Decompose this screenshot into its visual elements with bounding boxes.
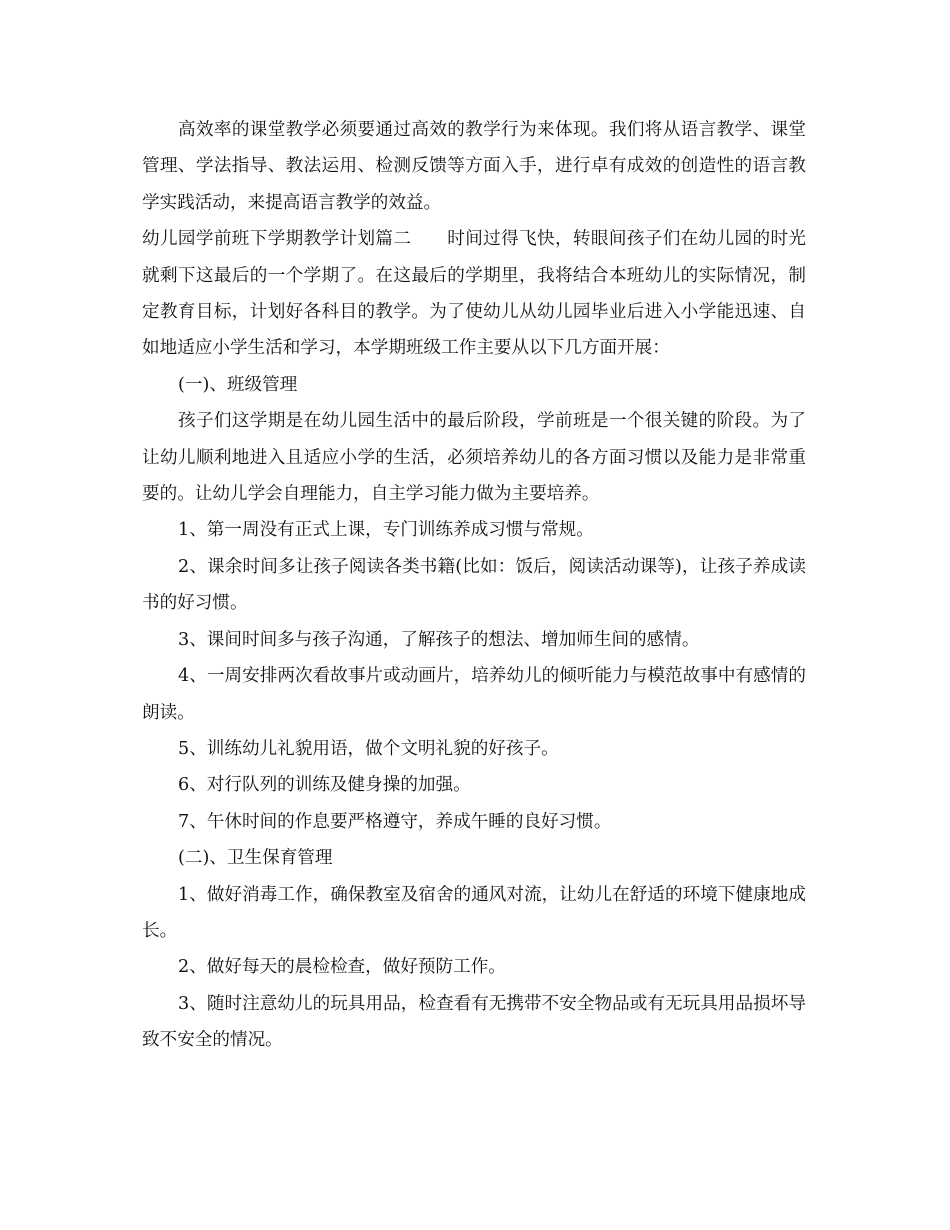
list-item: 3、课间时间多与孩子沟通，了解孩子的想法、增加师生间的感情。: [178, 629, 700, 650]
list-item: 3、随时注意幼儿的玩具用品，检查看有无携带不安全物品或有无玩具用品损坏导致不安全的情况。: [142, 993, 806, 1051]
list-item: 6、对行队列的训练及健身操的加强。: [178, 775, 471, 796]
list-item: 5、训练幼儿礼貌用语，做个文明礼貌的好孩子。: [178, 738, 559, 759]
list-item: 4、一周安排两次看故事片或动画片，培养幼儿的倾听能力与模范故事中有感情的朗读。: [142, 666, 806, 723]
list-item: 1、做好消毒工作，确保教室及宿舍的通风对流，让幼儿在舒适的环境下健康地成长。: [142, 884, 806, 941]
paragraph-title-line: 幼儿园学前班下学期教学计划篇二 时间过得飞快，转眼间孩子们在幼儿园的时光就剩下这最后的一个学期了。在这最后的学期里，我将结合本班幼儿的实际情况，制定教育目标，计划好各科目的教学。为了使幼儿从幼儿园毕业后进入小学能迅速、自如地适应小学生活和学习，本学期班级工作主要从以下几方面开展：: [142, 229, 806, 359]
list-item: 2、课余时间多让孩子阅读各类书籍(比如：饭后，阅读活动课等)，让孩子养成读书的好习惯。: [142, 556, 806, 614]
list-item: 1、第一周没有正式上课，专门训练养成习惯与常规。: [178, 520, 594, 541]
list-item: 2、做好每天的晨检检查，做好预防工作。: [178, 957, 506, 978]
document-page: [142, 112, 806, 1059]
section-heading-class-management: (一)、班级管理: [178, 374, 298, 395]
section-heading-hygiene-management: (二)、卫生保育管理: [178, 848, 333, 869]
paragraph-intro: 高效率的课堂教学必须要通过高效的教学行为来体现。我们将从语言教学、课堂管理、学法指导、教法运用、检测反馈等方面入手，进行卓有成效的创造性的语言教学实践活动，来提高语言教学的效益。: [142, 120, 806, 213]
list-item: 7、午休时间的作息要严格遵守，养成午睡的良好习惯。: [178, 811, 612, 832]
paragraph-class-management-intro: 孩子们这学期是在幼儿园生活中的最后阶段，学前班是一个很关键的阶段。为了让幼儿顺利地进入且适应小学的生活，必须培养幼儿的各方面习惯以及能力是非常重要的。让幼儿学会自理能力，自主学习能力做为主要培养。: [142, 411, 806, 505]
